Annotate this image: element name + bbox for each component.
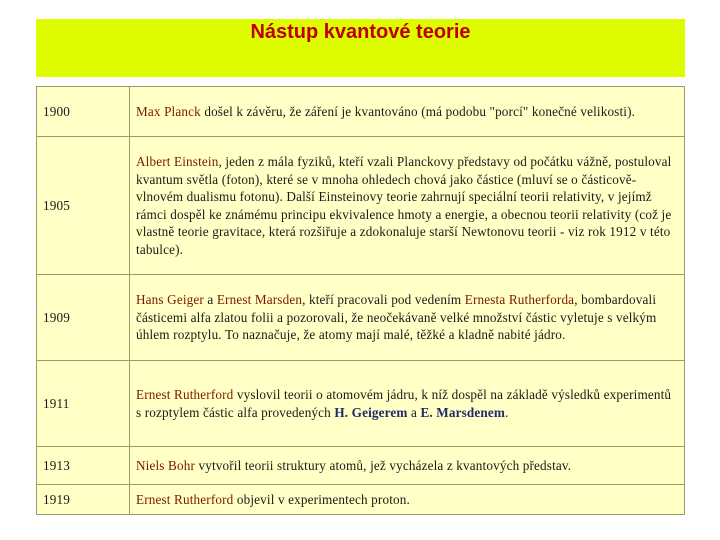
description-cell <box>130 137 685 275</box>
table-row <box>37 137 685 275</box>
year-cell: 1909 <box>37 275 130 361</box>
year-cell: 1911 <box>37 361 130 447</box>
description-cell <box>130 485 685 515</box>
year-cell: 1913 <box>37 447 130 485</box>
page-title: Nástup kvantové teorie <box>250 21 471 43</box>
description-cell <box>130 275 685 361</box>
name-highlight: Niels Bohr <box>136 457 196 473</box>
name-highlight: Ernesta Rutherforda <box>464 292 575 308</box>
description-text: , kteří pracovali pod vedením <box>302 292 465 308</box>
year-cell: 1905 <box>37 137 130 275</box>
name-highlight: Ernest Marsden <box>216 292 303 308</box>
year-cell: 1900 <box>37 87 130 137</box>
description-text: vytvořil teorii struktury atomů, jež vycházela z kvantových představ. <box>195 457 572 473</box>
description-text: došel k závěru, že záření je kvantováno (má podobu "porcí" konečné velikosti). <box>200 103 636 119</box>
year-cell: 1919 <box>37 485 130 515</box>
table-row <box>37 275 685 361</box>
table-row <box>37 447 685 485</box>
table-row <box>37 361 685 447</box>
name-highlight: Hans Geiger <box>136 292 204 308</box>
description-text: , jeden z mála fyziků, kteří vzali Planckovy představy od počátku vážně, postuloval kvantum světla (foton), které se v mnoha ohledech chová jako částice (mluví se o částicově-vlnovém dualismu fotonu). Další Einsteinovy teorie zahrnují speciální teorii relativity, v jejímž rámci dospěl ke známému principu ekvivalence hmoty a energie, a obecnou teorii relativity (což je vlastně teorie gravitace, která rozšiřuje a zdokonaluje starší Newtonovu teorii - viz rok 1912 v této tabulce). <box>136 154 672 257</box>
name-highlight: E. Marsdenem <box>420 404 506 420</box>
name-highlight: Albert Einstein <box>136 154 219 169</box>
title-bar <box>36 19 685 77</box>
name-highlight: Max Planck <box>136 103 201 119</box>
timeline-table <box>36 86 685 515</box>
description-text: objevil v experimentech proton. <box>233 491 410 507</box>
table-row <box>37 87 685 137</box>
description-text: , bombardovali částicemi alfa zlatou folii a pozorovali, že neočekávaně velké množství částic vyletuje s velkým úhlem rozptylu. To naznačuje, že atomy mají malé, těžké a kladně nabité jádro. <box>136 292 657 343</box>
table-row <box>37 485 685 515</box>
name-highlight: H. Geigerem <box>334 404 408 420</box>
name-highlight: Ernest Rutherford <box>136 491 234 507</box>
description-text: . <box>505 404 509 420</box>
description-cell <box>130 447 685 485</box>
description-text: vyslovil teorii o atomovém jádru, k níž dospěl na základě výsledků experimentů s rozptylem částic alfa provedených <box>136 387 672 420</box>
description-text: a <box>407 404 421 420</box>
description-cell <box>130 87 685 137</box>
description-text: a <box>203 292 217 308</box>
name-highlight: Ernest Rutherford <box>136 387 234 402</box>
description-cell <box>130 361 685 447</box>
